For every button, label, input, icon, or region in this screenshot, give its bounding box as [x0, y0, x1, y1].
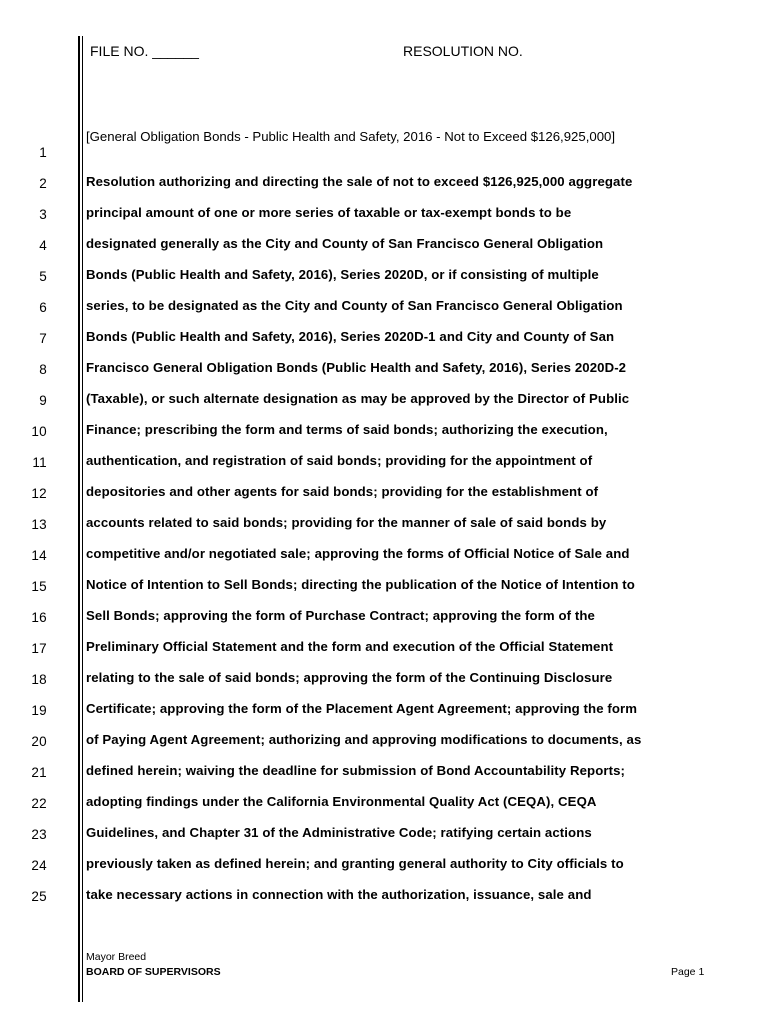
resolution-number: RESOLUTION NO.: [403, 43, 523, 59]
file-number: FILE NO. ______: [90, 43, 199, 59]
footer-page-number: Page 1: [671, 966, 705, 978]
body-line: relating to the sale of said bonds; approving the form of the Continuing Disclosure: [86, 670, 613, 685]
body-line: Guidelines, and Chapter 31 of the Administrative Code; ratifying certain actions: [86, 825, 592, 840]
body-line: authentication, and registration of said bonds; providing for the appointment of: [86, 453, 593, 468]
body-line: Preliminary Official Statement and the form and execution of the Official Statement: [86, 639, 614, 654]
line-number: 8: [39, 362, 47, 377]
footer-sponsor: Mayor Breed: [86, 951, 147, 963]
line-number: 22: [31, 796, 47, 811]
line-number: 20: [31, 734, 47, 749]
line-number: 3: [39, 207, 47, 222]
line-number: 18: [31, 672, 47, 687]
body-line: Resolution authorizing and directing the sale of not to exceed $126,925,000 aggregate: [86, 174, 633, 189]
body-line: designated generally as the City and County of San Francisco General Obligation: [86, 236, 604, 251]
line-number: 12: [31, 486, 47, 501]
line-number: 6: [39, 300, 47, 315]
footer-board: BOARD OF SUPERVISORS: [86, 966, 221, 978]
line-number: 14: [31, 548, 47, 563]
body-line: principal amount of one or more series of taxable or tax-exempt bonds to be: [86, 205, 572, 220]
body-line: take necessary actions in connection with the authorization, issuance, sale and: [86, 887, 592, 902]
body-line: Notice of Intention to Sell Bonds; directing the publication of the Notice of Intention to: [86, 577, 635, 592]
line-number: 25: [31, 889, 47, 904]
body-line: adopting findings under the California Environmental Quality Act (CEQA), CEQA: [86, 794, 597, 809]
body-line: previously taken as defined herein; and granting general authority to City officials to: [86, 856, 624, 871]
line-number: 23: [31, 827, 47, 842]
line-number: 2: [39, 176, 47, 191]
body-line: (Taxable), or such alternate designation as may be approved by the Director of Public: [86, 391, 630, 406]
line-number: 24: [31, 858, 47, 873]
left-margin-rule: [78, 36, 80, 1002]
bracket-title: [General Obligation Bonds - Public Health and Safety, 2016 - Not to Exceed $126,925,000]: [86, 129, 616, 144]
body-line: defined herein; waiving the deadline for submission of Bond Accountability Reports;: [86, 763, 626, 778]
body-line: competitive and/or negotiated sale; approving the forms of Official Notice of Sale and: [86, 546, 630, 561]
body-line: of Paying Agent Agreement; authorizing and approving modifications to documents, as: [86, 732, 642, 747]
line-number: 11: [32, 455, 47, 470]
line-number: 19: [31, 703, 47, 718]
line-number: 10: [31, 424, 47, 439]
body-line: Bonds (Public Health and Safety, 2016), Series 2020D-1 and City and County of San: [86, 329, 615, 344]
body-line: Sell Bonds; approving the form of Purchase Contract; approving the form of the: [86, 608, 595, 623]
body-line: Finance; prescribing the form and terms of said bonds; authorizing the execution,: [86, 422, 608, 437]
body-line: Certificate; approving the form of the Placement Agent Agreement; approving the form: [86, 701, 638, 716]
left-margin-rule-inner: [82, 36, 84, 1002]
line-number: 16: [31, 610, 47, 625]
line-number: 5: [39, 269, 47, 284]
line-number: 7: [39, 331, 47, 346]
line-number: 1: [39, 145, 47, 160]
line-number: 21: [31, 765, 47, 780]
line-number: 9: [39, 393, 47, 408]
line-number: 17: [31, 641, 47, 656]
body-line: depositories and other agents for said bonds; providing for the establishment of: [86, 484, 599, 499]
body-line: series, to be designated as the City and County of San Francisco General Obligation: [86, 298, 623, 313]
body-line: Francisco General Obligation Bonds (Public Health and Safety, 2016), Series 2020D-2: [86, 360, 627, 375]
body-line: Bonds (Public Health and Safety, 2016), Series 2020D, or if consisting of multiple: [86, 267, 599, 282]
line-number: 13: [31, 517, 47, 532]
body-line: accounts related to said bonds; providing for the manner of sale of said bonds by: [86, 515, 607, 530]
line-number: 15: [31, 579, 47, 594]
line-number: 4: [39, 238, 47, 253]
